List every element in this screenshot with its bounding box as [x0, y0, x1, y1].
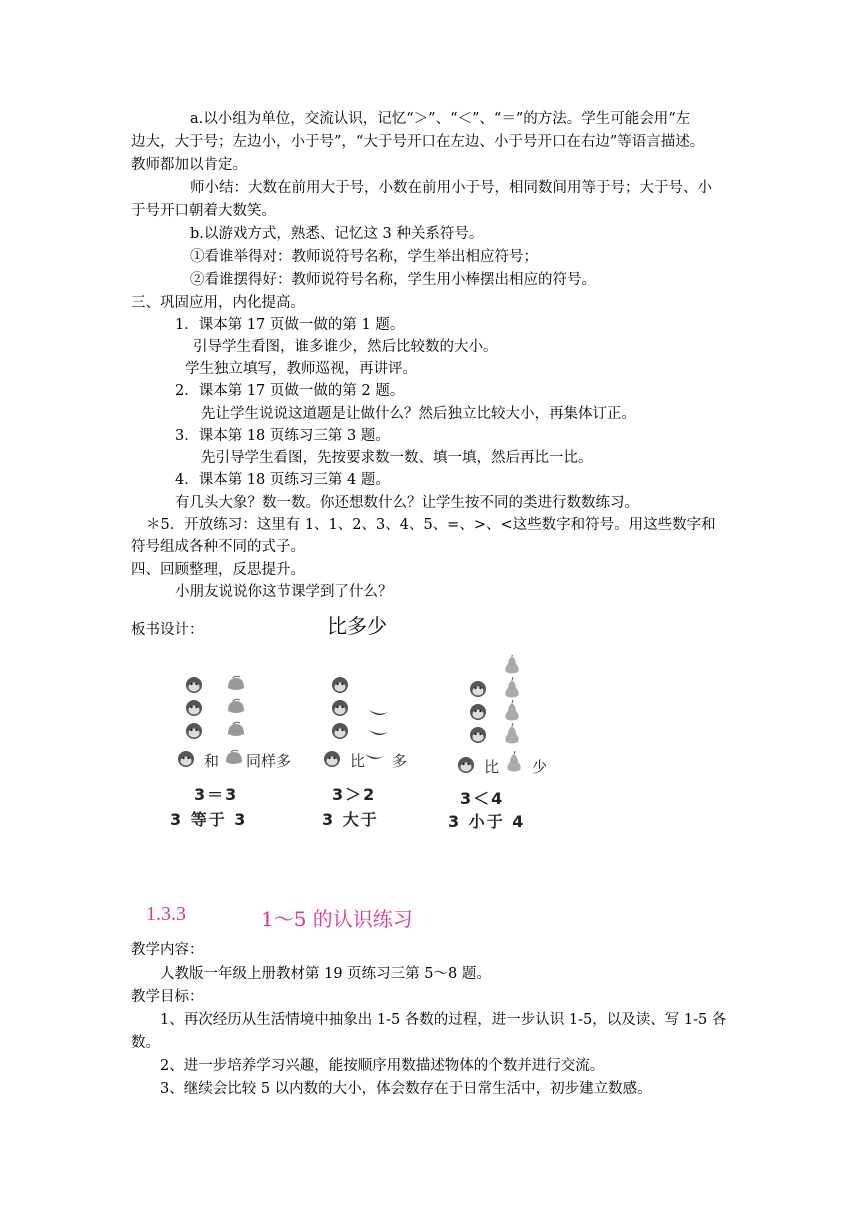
panel2-caption-than: 比	[350, 752, 366, 770]
text-line: 数。	[131, 1035, 160, 1051]
panel2-caption-more: 多	[392, 752, 408, 770]
section-number: 1.3.3	[146, 903, 186, 925]
text-line: 于号开口朝着大数笑。	[131, 203, 276, 219]
heading-line: 四、回顾整理，反思提升。	[131, 562, 305, 578]
text-line: 人教版一年级上册教材第 19 页练习三第 5～8 题。	[160, 966, 491, 982]
text-line: 1．课本第 17 页做一做的第 1 题。	[175, 317, 405, 333]
text-line: 边大，大于号；左边小，小于号”，“大于号开口在左边、小于号开口在右边”等语言描述。	[131, 134, 705, 150]
text-line: 符号组成各种不同的式子。	[131, 539, 305, 555]
text-line: 2．课本第 17 页做一做的第 2 题。	[175, 383, 405, 399]
text-line: b.以游戏方式，熟悉、记忆这 3 种关系符号。	[190, 226, 484, 242]
panel2-relation: 3＞2	[332, 785, 377, 804]
text-line: 学生独立填写，教师巡视，再讲评。	[185, 361, 417, 377]
text-line: 教师都加以肯定。	[131, 157, 247, 173]
text-line: 1、再次经历从生活情境中抽象出 1-5 各数的过程，进一步认识 1-5，以及读、写 1-5 各	[160, 1012, 727, 1028]
panel2-words: 3 大于	[322, 810, 379, 829]
text-line: 先让学生说说这道题是让做什么？然后独立比较大小，再集体订正。	[201, 406, 636, 422]
heading-line: 三、巩固应用，内化提高。	[131, 295, 305, 311]
text-line: ＊5．开放练习：这里有 1、1、2、3、4、5、=、>、<这些数字和符号。用这些数字和	[146, 517, 716, 533]
panel1-words: 3 等于 3	[170, 810, 248, 829]
text-line: a.以小组为单位，交流认识，记忆“＞”、“＜”、“＝”的方法。学生可能会用“左	[190, 111, 691, 127]
text-line: 有几头大象？数一数。你还想数什么？让学生按不同的类进行数数练习。	[175, 495, 639, 511]
text-line: 先引导学生看图，先按要求数一数、填一填，然后再比一比。	[201, 450, 593, 466]
board-label: 板书设计：	[131, 622, 204, 638]
panel1-relation: 3＝3	[194, 785, 239, 804]
panel3-relation: 3＜4	[460, 789, 505, 808]
panel3-caption-than: 比	[484, 758, 500, 776]
panel1-caption-and: 和	[204, 752, 220, 770]
text-line: 4．课本第 18 页练习三第 4 题。	[175, 472, 390, 488]
panel1-caption-same: 同样多	[246, 752, 292, 770]
board-title: 比多少	[327, 614, 387, 638]
panel3-caption-less: 少	[532, 758, 548, 776]
section-title: 1～5 的认识练习	[261, 907, 413, 931]
text-line: 小朋友说说你这节课学到了什么？	[175, 584, 393, 600]
text-line: 3．课本第 18 页练习三第 3 题。	[175, 428, 390, 444]
text-line: ①看谁举得对：教师说符号名称，学生举出相应符号；	[190, 249, 538, 265]
text-line: 2、进一步培养学习兴趣，能按顺序用数描述物体的个数并进行交流。	[160, 1058, 605, 1074]
text-line: 引导学生看图，谁多谁少，然后比较数的大小。	[193, 339, 498, 355]
board-illustration	[160, 655, 560, 830]
text-line: 教学内容：	[131, 942, 204, 958]
text-line: 师小结：大数在前用大于号，小数在前用小于号，相同数间用等于号；大于号、小	[190, 180, 712, 196]
text-line: ②看谁摆得好：教师说符号名称，学生用小棒摆出相应的符号。	[190, 272, 596, 288]
panel3-words: 3 小于 4	[448, 812, 526, 831]
text-line: 教学目标：	[131, 989, 204, 1005]
text-line: 3、继续会比较 5 以内数的大小，体会数存在于日常生活中，初步建立数感。	[160, 1081, 652, 1097]
